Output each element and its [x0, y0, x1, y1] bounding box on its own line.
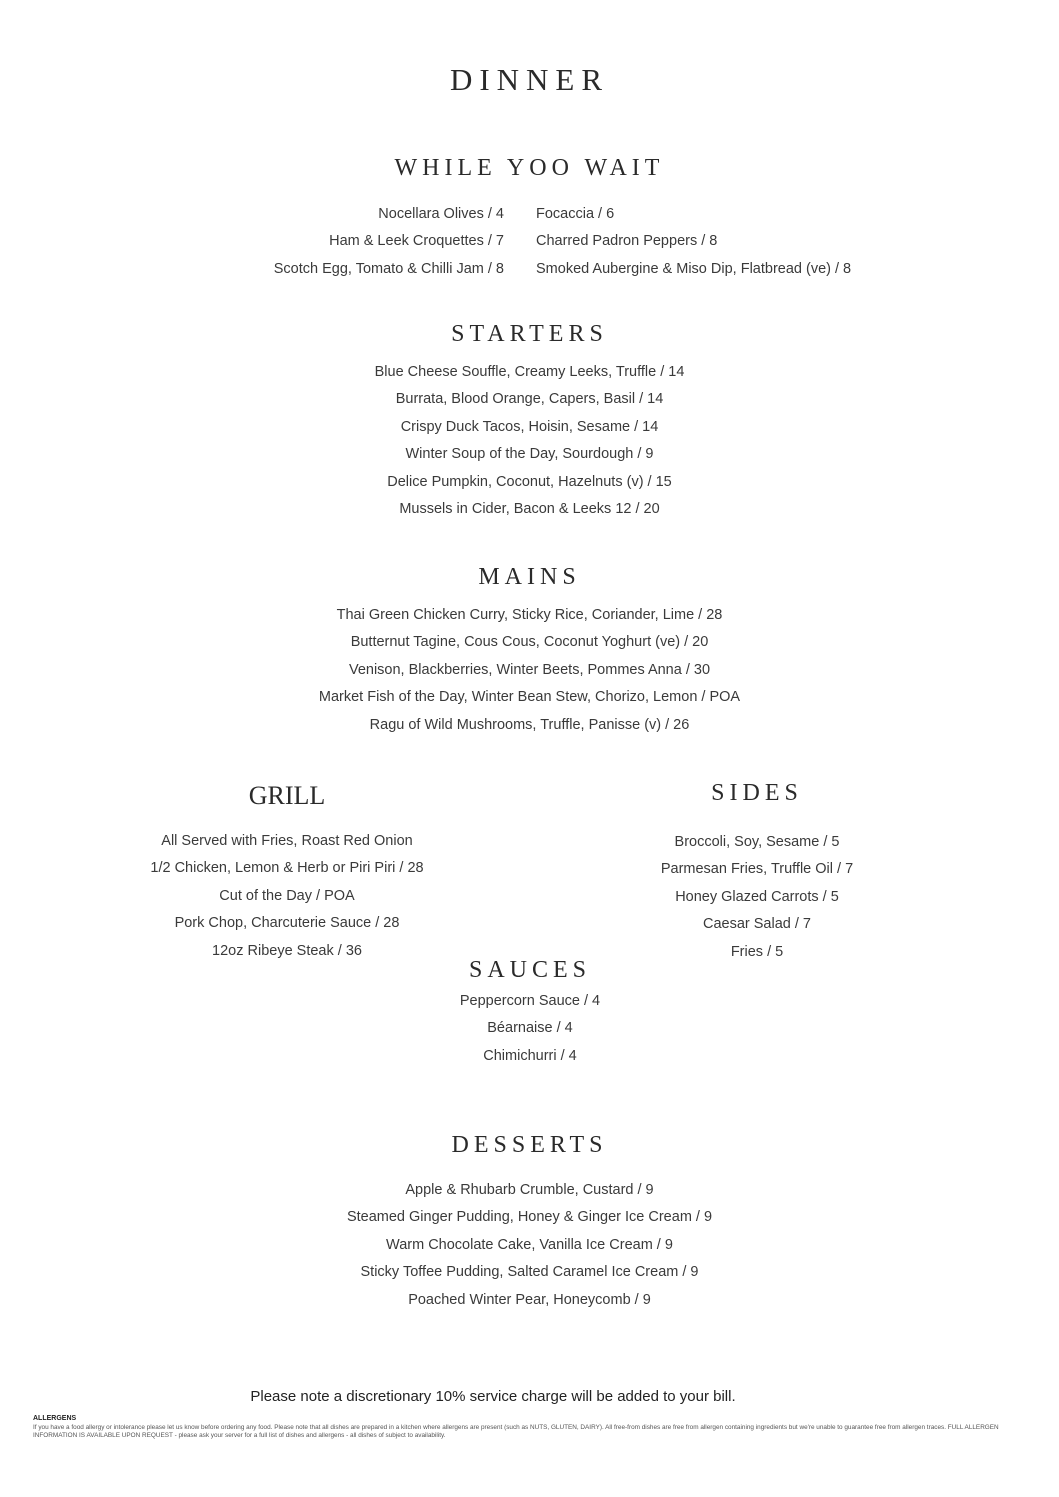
while-you-wait-left-list	[150, 201, 504, 283]
list-item: All Served with Fries, Roast Red Onion	[161, 833, 413, 849]
list-item: Smoked Aubergine & Miso Dip, Flatbread (ve) / 8	[536, 260, 852, 277]
list-item: Parmesan Fries, Truffle Oil / 7	[660, 861, 854, 878]
list-item: Burrata, Blood Orange, Capers, Basil / 14	[395, 391, 664, 408]
list-item: Steamed Ginger Pudding, Honey & Ginger Ice Cream / 9	[346, 1209, 713, 1226]
allergens-title: ALLERGENS	[33, 1415, 77, 1422]
sauces-heading: SAUCES	[468, 957, 592, 983]
grill-list	[117, 828, 457, 965]
list-item: Poached Winter Pear, Honeycomb / 9	[408, 1291, 651, 1308]
page-title: DINNER	[449, 62, 610, 97]
list-item: Peppercorn Sauce / 4	[459, 993, 601, 1009]
list-item: Thai Green Chicken Curry, Sticky Rice, Coriander, Lime / 28	[336, 607, 723, 623]
list-item: Fries / 5	[730, 943, 784, 960]
desserts-list	[0, 1177, 1059, 1314]
list-item: Winter Soup of the Day, Sourdough / 9	[405, 446, 654, 463]
list-item: Caesar Salad / 7	[702, 916, 811, 933]
list-item: Market Fish of the Day, Winter Bean Stew, Chorizo, Lemon / POA	[318, 689, 741, 706]
list-item: Focaccia / 6	[536, 206, 615, 222]
list-item: Delice Pumpkin, Coconut, Hazelnuts (v) / 15	[387, 473, 672, 490]
list-item: Ragu of Wild Mushrooms, Truffle, Panisse (v) / 26	[369, 716, 690, 733]
list-item: Crispy Duck Tacos, Hoisin, Sesame / 14	[400, 418, 659, 435]
list-item: 1/2 Chicken, Lemon & Herb or Piri Piri / 28	[150, 860, 424, 877]
list-item: Cut of the Day / POA	[219, 887, 355, 904]
list-item: Charred Padron Peppers / 8	[536, 233, 718, 250]
list-item: Warm Chocolate Cake, Vanilla Ice Cream / 9	[386, 1236, 673, 1253]
while-you-wait-right-list	[536, 201, 986, 283]
starters-list	[0, 359, 1059, 523]
list-item: Honey Glazed Carrots / 5	[675, 888, 839, 905]
desserts-heading: DESSERTS	[451, 1132, 608, 1158]
list-item: Butternut Tagine, Cous Cous, Coconut Yoghurt (ve) / 20	[350, 634, 709, 651]
starters-heading: STARTERS	[451, 321, 608, 347]
mains-heading: MAINS	[478, 564, 581, 590]
sides-heading: SIDES	[711, 780, 803, 806]
list-item: Broccoli, Soy, Sesame / 5	[674, 834, 840, 850]
list-item: Apple & Rhubarb Crumble, Custard / 9	[405, 1182, 654, 1198]
list-item: Ham & Leek Croquettes / 7	[329, 233, 504, 250]
while-you-wait-heading: WHILE YOO WAIT	[394, 155, 665, 181]
list-item: Nocellara Olives / 4	[378, 206, 504, 222]
list-item: Chimichurri / 4	[483, 1047, 577, 1064]
list-item: Sticky Toffee Pudding, Salted Caramel Ice Cream / 9	[360, 1264, 699, 1281]
sauces-list	[380, 988, 680, 1070]
list-item: Scotch Egg, Tomato & Chilli Jam / 8	[273, 260, 504, 277]
service-charge-note: Please note a discretionary 10% service charge will be added to your bill.	[250, 1388, 736, 1405]
list-item: Pork Chop, Charcuterie Sauce / 28	[174, 915, 400, 932]
sides-list	[607, 829, 907, 966]
list-item: Blue Cheese Souffle, Creamy Leeks, Truffle / 14	[374, 364, 685, 380]
mains-list	[0, 602, 1059, 739]
list-item: Mussels in Cider, Bacon & Leeks 12 / 20	[399, 501, 660, 518]
allergens-text: If you have a food allergy or intolerance please let us know before ordering any food. Please note that all dishes are prepared in a kitchen where allergens are present (such as NUTS, GLUTEN, DAIRY). All free-from dishes are free from allergen containing ingredients but we're unable to guarantee free from allergen traces. FULL ALLERGEN INFORMATION IS AVAILABLE UPON REQUEST - please ask your server for a full list of dishes and allergens - all dishes of subject to availability.	[33, 1424, 999, 1439]
grill-heading: GRILL	[248, 781, 326, 810]
list-item: Béarnaise / 4	[487, 1020, 573, 1037]
list-item: 12oz Ribeye Steak / 36	[212, 942, 362, 959]
list-item: Venison, Blackberries, Winter Beets, Pommes Anna / 30	[348, 661, 711, 678]
